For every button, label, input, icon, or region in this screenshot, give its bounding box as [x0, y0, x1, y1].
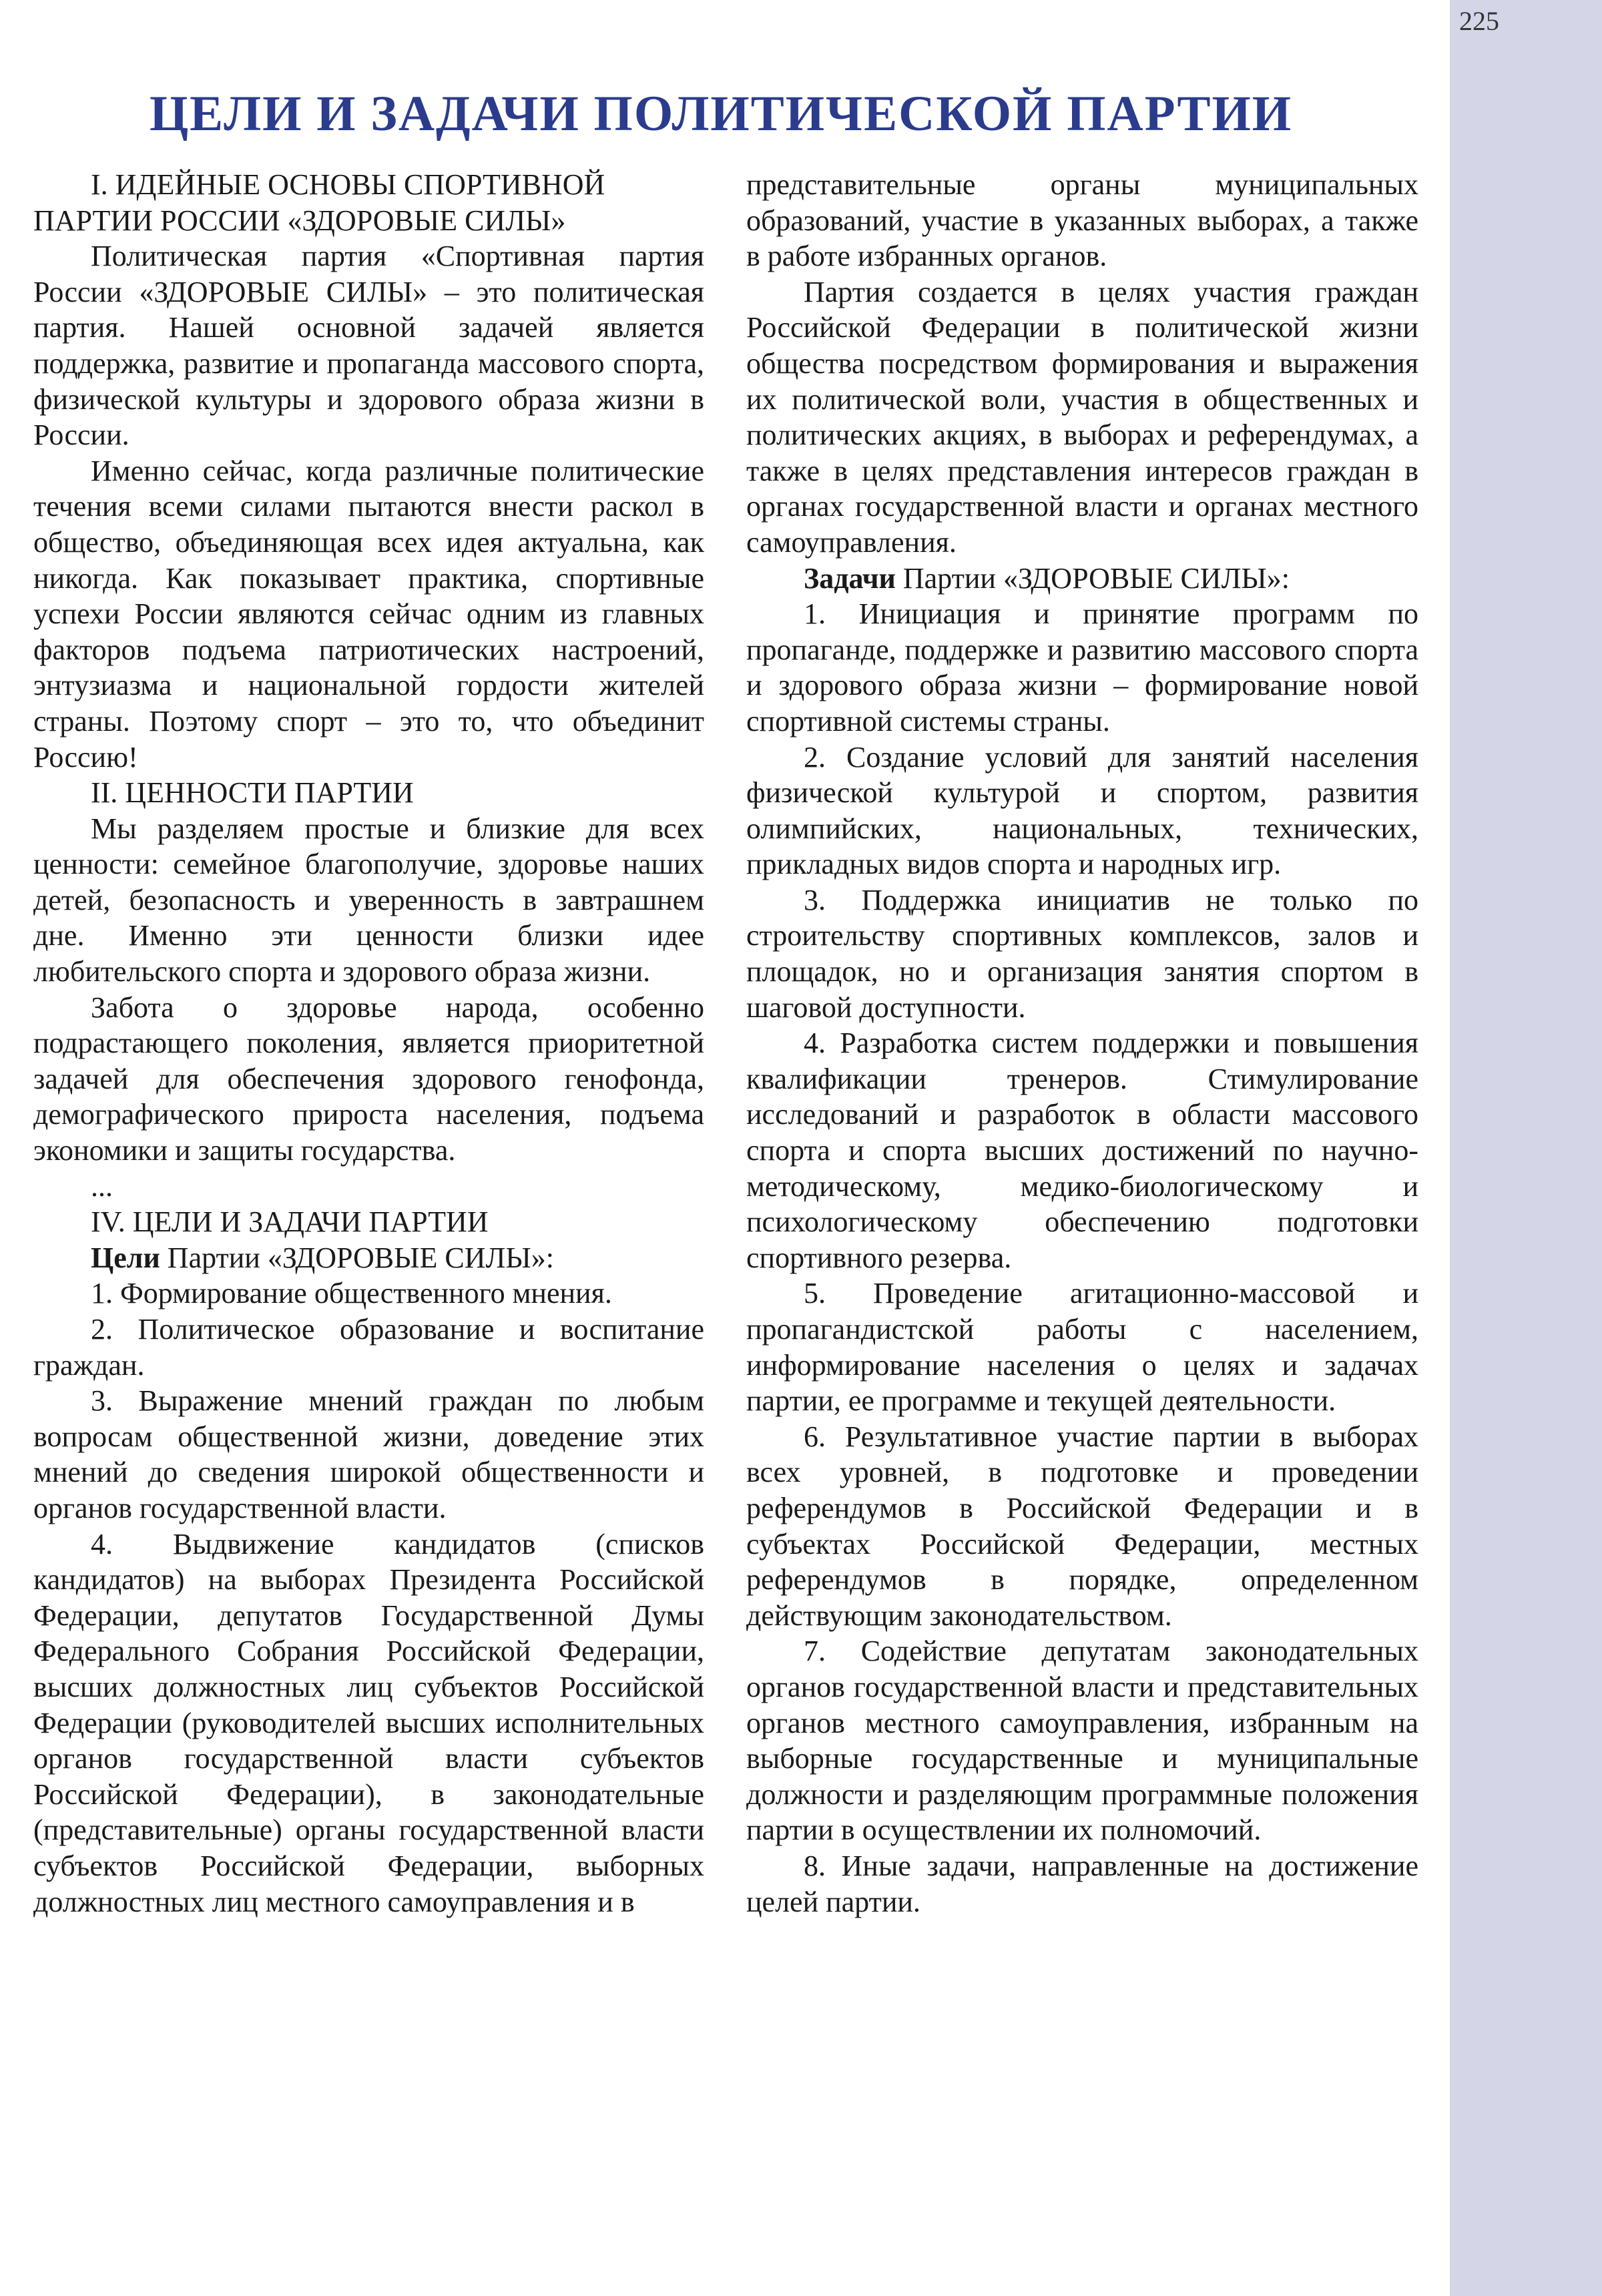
- goals-intro: [33, 1240, 704, 1276]
- task-item: 8. Иные задачи, направленные на достижение целей партии.: [746, 1849, 1418, 1918]
- page-number: 225: [1459, 6, 1499, 36]
- paragraph: Забота о здоровье народа, особенно подрастающего поколения, является приоритетной задачей для обеспечения здорового генофонда, демографического прироста населения, подъема экономики и защиты государства.: [33, 990, 704, 1167]
- paragraph: Партия создается в целях участия граждан Российской Федерации в политической жизни общества посредством формирования и выражения их политической воли, участия в общественных и политических акциях, в выборах и референдумах, а также в целях представления интересов граждан в органах государственной власти и органах местного самоуправления.: [746, 275, 1418, 559]
- paragraph: Именно сейчас, когда различные политические течения всеми силами пытаются внести раскол в общество, объединяющая всех идея актуальна, как никогда. Как показывает практика, спортивные успехи России являются сейчас одним из главных факторов подъема патриотических настроений, энтузиазма и национальной гордости жителей страны. Поэтому спорт – это то, что объединит Россию!: [33, 454, 704, 774]
- task-item: 3. Поддержка инициатив не только по строительству спортивных комплексов, залов и площадок, но и организация занятия спортом в шаговой доступности.: [746, 883, 1418, 1024]
- side-margin-strip: [1450, 0, 1602, 2296]
- task-item: 5. Проведение агитационно-массовой и пропагандистской работы с населением, информирование населения о целях и задачах партии, ее программе и текущей деятельности.: [746, 1277, 1418, 1418]
- goal-item-continuation: представительные органы муниципальных образований, участие в указанных выборах, а также в работе избранных органов.: [746, 168, 1418, 273]
- page-title: ЦЕЛИ И ЗАДАЧИ ПОЛИТИЧЕСКОЙ ПАРТИИ: [149, 86, 1293, 141]
- goals-label: Цели: [91, 1241, 160, 1274]
- task-item: 2. Создание условий для занятий населения физической культурой и спортом, развития олимпийских, национальных, технических, прикладных видов спорта и народных игр.: [746, 740, 1418, 881]
- tasks-intro: [746, 561, 1418, 597]
- goal-item: 4. Выдвижение кандидатов (списков кандидатов) на выборах Президента Российской Федерации, депутатов Государственной Думы Федерального Собрания Российской Федерации, высших должностных лиц субъектов Российской Федерации (руководителей высших исполнительных органов государственной власти субъектов Российской Федерации), в законодательные (представительные) органы государственной власти субъектов Российской Федерации, выборных должностных лиц местного самоуправления и в: [33, 1527, 704, 1918]
- right-column: [746, 167, 1418, 1920]
- section-heading-goals-and-tasks: IV. ЦЕЛИ И ЗАДАЧИ ПАРТИИ: [91, 1205, 489, 1239]
- ellipsis: ...: [91, 1169, 113, 1203]
- goals-intro-text: Партии «ЗДОРОВЫЕ СИЛЫ»:: [160, 1241, 554, 1274]
- task-item: 1. Инициация и принятие программ по пропаганде, поддержке и развитию массового спорта и здорового образа жизни – формирование новой спортивной системы страны.: [746, 597, 1418, 738]
- task-item: 6. Результативное участие партии в выборах всех уровней, в подготовке и проведении референдумов в Российской Федерации и в субъектах Российской Федерации, местных референдумов в порядке, определенном действующим законодательством.: [746, 1420, 1418, 1632]
- goal-item: 1. Формирование общественного мнения.: [91, 1277, 612, 1310]
- goal-item: 2. Политическое образование и воспитание граждан.: [33, 1313, 704, 1382]
- goal-item: 3. Выражение мнений граждан по любым вопросам общественной жизни, доведение этих мнений до сведения широкой общественности и органов государственной власти.: [33, 1384, 704, 1524]
- tasks-intro-text: Партии «ЗДОРОВЫЕ СИЛЫ»:: [895, 561, 1290, 595]
- left-column: [33, 167, 704, 1920]
- task-item: 4. Разработка систем поддержки и повышения квалификации тренеров. Стимулирование исследований и разработок в области массового спорта и спорта высших достижений по научно-методическому, медико-биологическому и психологическому обеспечению подготовки спортивного резерва.: [746, 1027, 1418, 1274]
- section-heading-values: II. ЦЕННОСТИ ПАРТИИ: [91, 776, 414, 810]
- tasks-label: Задачи: [804, 561, 896, 595]
- section-heading-ideological-foundations: I. ИДЕЙНЫЕ ОСНОВЫ СПОРТИВНОЙ ПАРТИИ РОССИИ «ЗДОРОВЫЕ СИЛЫ»: [33, 168, 605, 237]
- paragraph: Мы разделяем простые и близкие для всех ценности: семейное благополучие, здоровье наших детей, безопасность и уверенность в завтрашнем дне. Именно эти ценности близки идее любительского спорта и здорового образа жизни.: [33, 812, 704, 988]
- paragraph: Политическая партия «Спортивная партия России «ЗДОРОВЫЕ СИЛЫ» – это политическая партия. Нашей основной задачей является поддержка, развитие и пропаганда массового спорта, физической культуры и здорового образа жизни в России.: [33, 240, 704, 452]
- task-item: 7. Содействие депутатам законодательных органов государственной власти и представительных органов местного самоуправления, избранным на выборные государственные и муниципальные должности и разделяющим программные положения партии в осуществлении их полномочий.: [746, 1635, 1418, 1847]
